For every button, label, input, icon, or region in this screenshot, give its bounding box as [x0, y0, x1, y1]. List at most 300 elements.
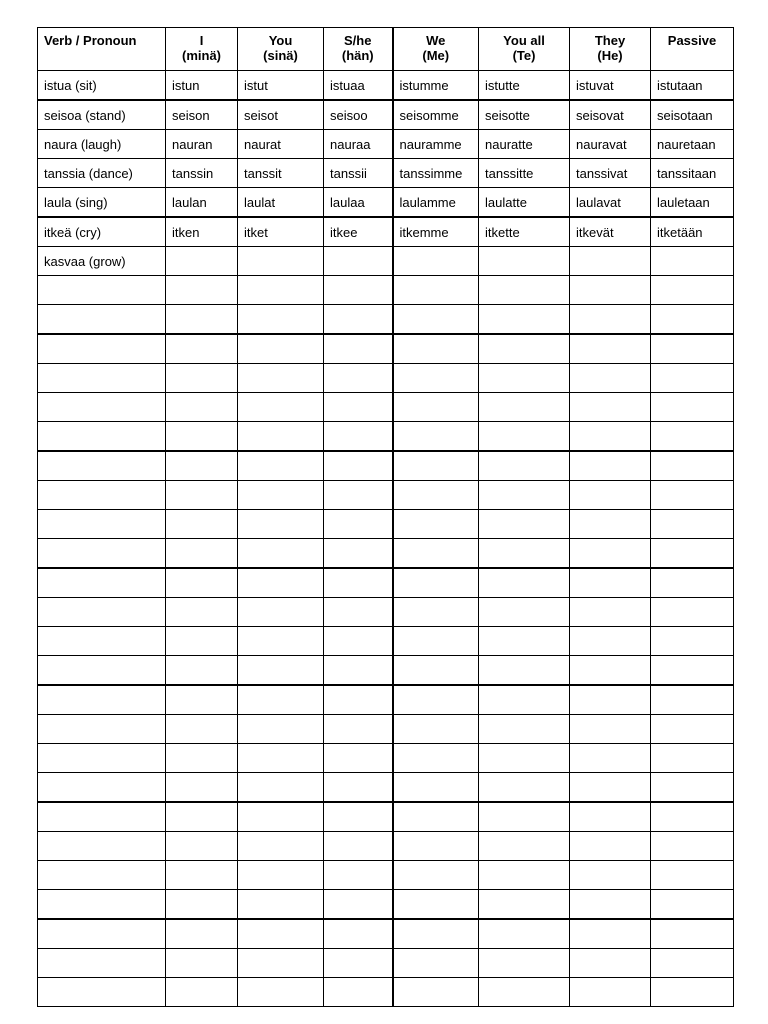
conjugation-cell [651, 949, 734, 978]
conjugation-cell [651, 481, 734, 510]
conjugation-cell: istuaa [324, 71, 393, 101]
conjugation-cell [324, 949, 393, 978]
verb-cell: naura (laugh) [38, 130, 166, 159]
verb-cell [38, 627, 166, 656]
table-row [38, 159, 734, 188]
header-sublabel: (sinä) [263, 48, 298, 63]
conjugation-cell [651, 364, 734, 393]
conjugation-cell [324, 744, 393, 773]
column-header-you-all-te [479, 28, 570, 71]
conjugation-cell [238, 949, 324, 978]
conjugation-cell [324, 627, 393, 656]
conjugation-cell: laulaa [324, 188, 393, 218]
conjugation-cell [238, 422, 324, 452]
conjugation-cell: laulan [166, 188, 238, 218]
table-row [38, 334, 734, 364]
conjugation-cell [238, 276, 324, 305]
conjugation-cell [324, 364, 393, 393]
conjugation-cell [393, 451, 479, 481]
conjugation-cell [393, 481, 479, 510]
conjugation-cell [324, 715, 393, 744]
conjugation-cell [324, 451, 393, 481]
conjugation-cell [651, 744, 734, 773]
conjugation-cell [393, 422, 479, 452]
conjugation-cell: nauratte [479, 130, 570, 159]
conjugation-cell [479, 802, 570, 832]
conjugation-cell [479, 451, 570, 481]
conjugation-cell [570, 627, 651, 656]
conjugation-cell [324, 422, 393, 452]
conjugation-cell: nauran [166, 130, 238, 159]
conjugation-cell [479, 861, 570, 890]
conjugation-cell: seisovat [570, 100, 651, 130]
conjugation-cell [479, 247, 570, 276]
verb-cell [38, 393, 166, 422]
conjugation-cell: itketään [651, 217, 734, 247]
table-row [38, 188, 734, 218]
verb-cell: tanssia (dance) [38, 159, 166, 188]
conjugation-cell [324, 539, 393, 569]
conjugation-cell [479, 598, 570, 627]
conjugation-cell [570, 656, 651, 686]
conjugation-cell [651, 802, 734, 832]
conjugation-cell [479, 627, 570, 656]
verb-cell [38, 334, 166, 364]
table-row [38, 364, 734, 393]
header-label: Passive [667, 33, 717, 48]
conjugation-cell [393, 978, 479, 1007]
verb-cell [38, 685, 166, 715]
conjugation-cell [166, 744, 238, 773]
column-header-i-mina [166, 28, 238, 71]
conjugation-cell: istutte [479, 71, 570, 101]
conjugation-cell [479, 568, 570, 598]
conjugation-cell: istumme [393, 71, 479, 101]
conjugation-cell [651, 393, 734, 422]
conjugation-cell [238, 539, 324, 569]
conjugation-cell [238, 685, 324, 715]
verb-cell [38, 919, 166, 949]
conjugation-cell [393, 393, 479, 422]
conjugation-cell [166, 364, 238, 393]
conjugation-cell [166, 773, 238, 803]
verb-cell [38, 715, 166, 744]
table-row [38, 949, 734, 978]
conjugation-cell [651, 598, 734, 627]
conjugation-cell [166, 568, 238, 598]
table-row [38, 451, 734, 481]
header-sublabel: (minä) [182, 48, 221, 63]
conjugation-cell [479, 393, 570, 422]
verb-cell [38, 276, 166, 305]
header-label: Verb / Pronoun [44, 33, 137, 48]
conjugation-cell: naurat [238, 130, 324, 159]
conjugation-cell [166, 861, 238, 890]
conjugation-cell [570, 451, 651, 481]
conjugation-cell [570, 773, 651, 803]
conjugation-cell [324, 276, 393, 305]
conjugation-cell [570, 802, 651, 832]
conjugation-cell [651, 539, 734, 569]
table-row [38, 627, 734, 656]
conjugation-cell [479, 305, 570, 335]
conjugation-cell [570, 949, 651, 978]
conjugation-cell [393, 890, 479, 920]
conjugation-cell [238, 451, 324, 481]
conjugation-cell [238, 364, 324, 393]
verb-cell: istua (sit) [38, 71, 166, 101]
verb-cell [38, 598, 166, 627]
conjugation-cell [166, 832, 238, 861]
conjugation-cell [479, 510, 570, 539]
verb-cell [38, 568, 166, 598]
conjugation-cell: nauramme [393, 130, 479, 159]
table-row [38, 978, 734, 1007]
conjugation-cell [324, 773, 393, 803]
verb-cell [38, 773, 166, 803]
conjugation-cell: seison [166, 100, 238, 130]
table-row [38, 890, 734, 920]
verb-cell: laula (sing) [38, 188, 166, 218]
conjugation-cell: nauravat [570, 130, 651, 159]
conjugation-cell [479, 539, 570, 569]
table-body [38, 71, 734, 1007]
verb-cell [38, 744, 166, 773]
conjugation-table [37, 27, 734, 1007]
conjugation-cell [393, 247, 479, 276]
conjugation-cell [570, 861, 651, 890]
table-row [38, 276, 734, 305]
conjugation-cell [393, 510, 479, 539]
conjugation-cell [324, 568, 393, 598]
conjugation-cell [238, 744, 324, 773]
conjugation-cell: laulatte [479, 188, 570, 218]
verb-cell [38, 978, 166, 1007]
table-row [38, 247, 734, 276]
conjugation-cell [166, 451, 238, 481]
conjugation-cell [238, 919, 324, 949]
conjugation-cell: nauraa [324, 130, 393, 159]
conjugation-cell [570, 334, 651, 364]
conjugation-cell [324, 832, 393, 861]
conjugation-cell [238, 832, 324, 861]
conjugation-cell [393, 715, 479, 744]
conjugation-cell [651, 510, 734, 539]
table-row [38, 510, 734, 539]
table-row [38, 393, 734, 422]
table-row [38, 217, 734, 247]
conjugation-cell: itket [238, 217, 324, 247]
header-row [38, 28, 734, 71]
conjugation-cell [238, 715, 324, 744]
conjugation-cell [166, 481, 238, 510]
conjugation-cell: itkee [324, 217, 393, 247]
conjugation-cell [570, 919, 651, 949]
conjugation-cell [570, 890, 651, 920]
conjugation-cell [238, 802, 324, 832]
conjugation-cell: laulat [238, 188, 324, 218]
verb-cell [38, 510, 166, 539]
header-label: You all [503, 33, 545, 48]
verb-cell [38, 422, 166, 452]
table-row [38, 71, 734, 101]
conjugation-cell [238, 861, 324, 890]
verb-cell [38, 832, 166, 861]
conjugation-cell [393, 656, 479, 686]
conjugation-cell [166, 510, 238, 539]
conjugation-cell [166, 422, 238, 452]
conjugation-cell [393, 919, 479, 949]
conjugation-cell [479, 890, 570, 920]
conjugation-cell [651, 247, 734, 276]
conjugation-cell [479, 832, 570, 861]
conjugation-cell [166, 276, 238, 305]
header-sublabel: (He) [597, 48, 623, 63]
verb-cell [38, 656, 166, 686]
conjugation-cell [651, 334, 734, 364]
conjugation-cell [479, 481, 570, 510]
conjugation-cell: tanssimme [393, 159, 479, 188]
conjugation-cell [166, 305, 238, 335]
table-row [38, 100, 734, 130]
conjugation-cell [570, 510, 651, 539]
conjugation-cell: istut [238, 71, 324, 101]
header-label: You [268, 33, 293, 48]
conjugation-cell [479, 919, 570, 949]
conjugation-cell [238, 656, 324, 686]
conjugation-cell [393, 627, 479, 656]
conjugation-cell [393, 744, 479, 773]
conjugation-cell: seisoo [324, 100, 393, 130]
conjugation-cell [479, 744, 570, 773]
column-header-she-han [324, 28, 393, 71]
table-row [38, 568, 734, 598]
conjugation-cell [570, 715, 651, 744]
header-sublabel: (Me) [422, 48, 450, 63]
column-header-they-he [570, 28, 651, 71]
conjugation-cell: itkemme [393, 217, 479, 247]
conjugation-cell [324, 598, 393, 627]
conjugation-cell [479, 364, 570, 393]
verb-cell: kasvaa (grow) [38, 247, 166, 276]
column-header-you-sina [238, 28, 324, 71]
conjugation-cell [651, 978, 734, 1007]
conjugation-cell [570, 685, 651, 715]
verb-cell [38, 364, 166, 393]
conjugation-cell [651, 919, 734, 949]
conjugation-cell [166, 919, 238, 949]
verb-cell [38, 949, 166, 978]
conjugation-cell [324, 656, 393, 686]
table-row [38, 481, 734, 510]
conjugation-cell: laulamme [393, 188, 479, 218]
conjugation-cell [393, 305, 479, 335]
verb-cell [38, 305, 166, 335]
conjugation-cell: istutaan [651, 71, 734, 101]
conjugation-cell [324, 247, 393, 276]
conjugation-cell [570, 422, 651, 452]
conjugation-cell [651, 715, 734, 744]
conjugation-cell [651, 685, 734, 715]
conjugation-cell [479, 422, 570, 452]
header-label: We [426, 33, 446, 48]
conjugation-cell [479, 949, 570, 978]
conjugation-cell: itkevät [570, 217, 651, 247]
conjugation-cell [393, 802, 479, 832]
header-label: They [594, 33, 626, 48]
conjugation-cell: tanssitaan [651, 159, 734, 188]
verb-cell [38, 539, 166, 569]
conjugation-cell [393, 773, 479, 803]
conjugation-cell [324, 305, 393, 335]
conjugation-cell [393, 598, 479, 627]
conjugation-cell [393, 364, 479, 393]
conjugation-cell [570, 305, 651, 335]
conjugation-cell [166, 393, 238, 422]
conjugation-cell [238, 890, 324, 920]
conjugation-cell: tanssii [324, 159, 393, 188]
verb-cell [38, 861, 166, 890]
conjugation-cell [570, 744, 651, 773]
conjugation-cell [238, 978, 324, 1007]
conjugation-cell [651, 861, 734, 890]
table-row [38, 715, 734, 744]
conjugation-cell: nauretaan [651, 130, 734, 159]
header-label: I [199, 33, 204, 48]
conjugation-cell [324, 890, 393, 920]
conjugation-cell [651, 773, 734, 803]
conjugation-cell [651, 422, 734, 452]
conjugation-cell [479, 334, 570, 364]
table-row [38, 919, 734, 949]
conjugation-cell [393, 685, 479, 715]
table-row [38, 744, 734, 773]
conjugation-cell [393, 861, 479, 890]
conjugation-cell [570, 568, 651, 598]
conjugation-cell [166, 247, 238, 276]
conjugation-cell [570, 598, 651, 627]
conjugation-cell [238, 510, 324, 539]
conjugation-cell [238, 334, 324, 364]
column-header-verb-pronoun [38, 28, 166, 71]
conjugation-cell: lauletaan [651, 188, 734, 218]
conjugation-cell [166, 715, 238, 744]
conjugation-cell [570, 978, 651, 1007]
conjugation-cell: seisotte [479, 100, 570, 130]
conjugation-cell: tanssitte [479, 159, 570, 188]
conjugation-cell [238, 568, 324, 598]
conjugation-cell: tanssin [166, 159, 238, 188]
column-header-we-me [393, 28, 479, 71]
conjugation-cell [479, 978, 570, 1007]
conjugation-cell: tanssit [238, 159, 324, 188]
conjugation-cell [324, 861, 393, 890]
conjugation-cell: seisomme [393, 100, 479, 130]
table-row [38, 861, 734, 890]
conjugation-cell [324, 919, 393, 949]
conjugation-cell [238, 305, 324, 335]
conjugation-cell [479, 715, 570, 744]
verb-cell [38, 451, 166, 481]
conjugation-cell [324, 334, 393, 364]
column-header-passive [651, 28, 734, 71]
conjugation-cell [238, 773, 324, 803]
conjugation-cell: laulavat [570, 188, 651, 218]
header-sublabel: (Te) [512, 48, 536, 63]
conjugation-cell [651, 568, 734, 598]
table-row [38, 685, 734, 715]
table-row [38, 656, 734, 686]
conjugation-cell [166, 685, 238, 715]
conjugation-cell [651, 627, 734, 656]
conjugation-cell [651, 890, 734, 920]
conjugation-cell [651, 656, 734, 686]
conjugation-cell: itken [166, 217, 238, 247]
conjugation-cell: seisot [238, 100, 324, 130]
conjugation-cell [570, 481, 651, 510]
conjugation-cell [570, 276, 651, 305]
conjugation-cell [324, 510, 393, 539]
conjugation-cell [393, 832, 479, 861]
verb-cell: itkeä (cry) [38, 217, 166, 247]
conjugation-cell [166, 890, 238, 920]
conjugation-cell [324, 802, 393, 832]
header-sublabel: (hän) [341, 48, 374, 63]
conjugation-cell [393, 276, 479, 305]
table-row [38, 832, 734, 861]
conjugation-cell [651, 832, 734, 861]
conjugation-cell: istuvat [570, 71, 651, 101]
table-row [38, 773, 734, 803]
conjugation-cell [479, 276, 570, 305]
conjugation-cell [166, 598, 238, 627]
conjugation-cell [238, 247, 324, 276]
conjugation-cell [166, 334, 238, 364]
conjugation-cell [651, 305, 734, 335]
conjugation-cell [393, 949, 479, 978]
table-row [38, 598, 734, 627]
conjugation-cell: itkette [479, 217, 570, 247]
conjugation-cell [651, 276, 734, 305]
conjugation-cell: tanssivat [570, 159, 651, 188]
conjugation-cell [393, 568, 479, 598]
conjugation-cell [479, 685, 570, 715]
conjugation-cell [570, 832, 651, 861]
conjugation-cell [166, 656, 238, 686]
conjugation-cell [166, 802, 238, 832]
conjugation-cell [166, 978, 238, 1007]
conjugation-cell [570, 539, 651, 569]
conjugation-cell [570, 364, 651, 393]
conjugation-cell [651, 451, 734, 481]
verb-cell [38, 890, 166, 920]
conjugation-cell [393, 539, 479, 569]
conjugation-cell [166, 539, 238, 569]
table-row [38, 422, 734, 452]
table-row [38, 539, 734, 569]
verb-cell [38, 802, 166, 832]
conjugation-cell: istun [166, 71, 238, 101]
conjugation-cell [570, 393, 651, 422]
conjugation-cell [324, 685, 393, 715]
conjugation-cell [479, 656, 570, 686]
table-row [38, 305, 734, 335]
conjugation-cell [324, 481, 393, 510]
table-row [38, 802, 734, 832]
conjugation-cell [324, 393, 393, 422]
verb-cell: seisoa (stand) [38, 100, 166, 130]
conjugation-cell [479, 773, 570, 803]
